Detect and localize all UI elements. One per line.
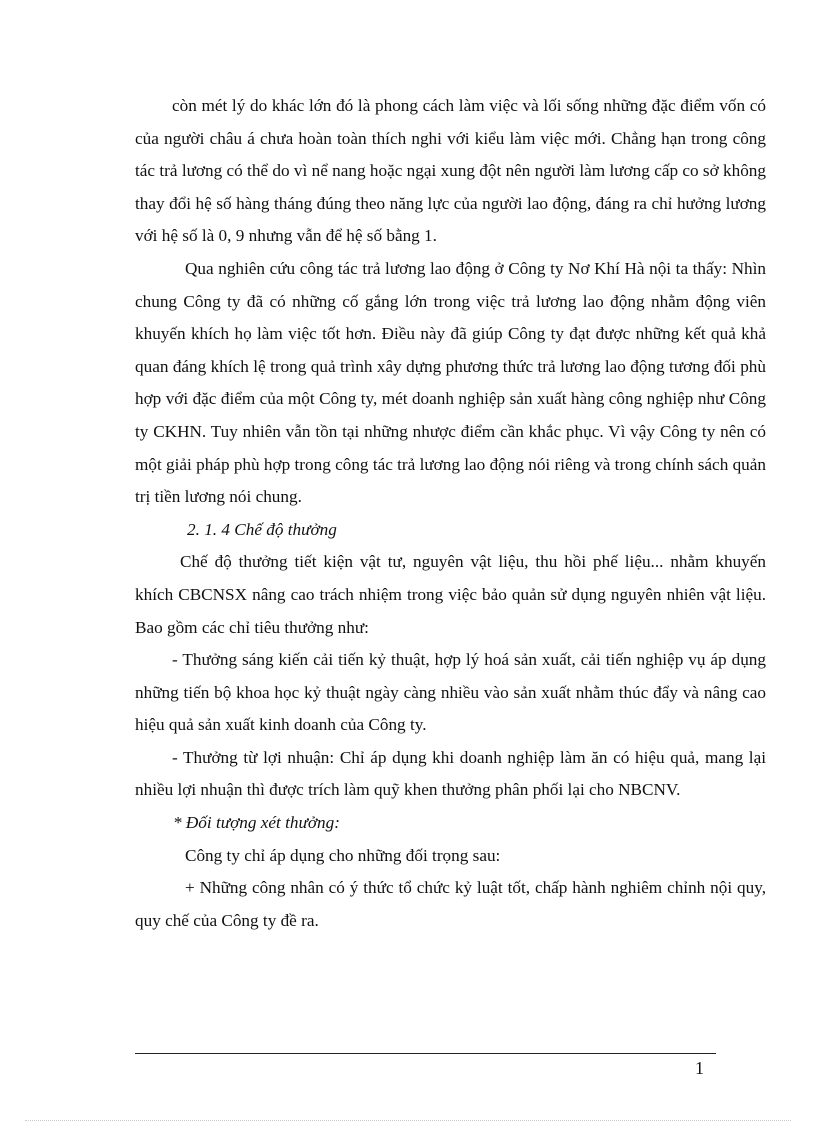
paragraph-disciplined-workers: + Những công nhân có ý thức tổ chức kỷ luật tốt, chấp hành nghiêm chỉnh nội quy, quy chế của Công ty đề ra. xyxy=(135,878,766,930)
page-number: 1 xyxy=(695,1058,704,1078)
paragraph-recipients-intro: Công ty chỉ áp dụng cho những đối trọng sau: xyxy=(185,845,501,865)
section-heading-bonus-regime: 2. 1. 4 Chế độ thưởng xyxy=(187,519,337,539)
paragraph-research-summary: Qua nghiên cứu công tác trả lương lao động ở Công ty Nơ Khí Hà nội ta thấy: Nhìn chung Công ty đã có những cố gắng lớn trong việc trả lương lao động nhằm động viên khuyến khích họ làm việc tốt hơn. Điều này đã giúp Công ty đạt được những kết quả khả quan đáng khích lệ trong quả trình xây dựng phương thức trả lương lao động tương đối phù hợp với đặc điểm của một Công ty, mét doanh nghiệp sản xuất hàng công nghiệp như Công ty CKHN. Tuy nhiên vẫn tồn tại những nhược điểm cần khắc phục. Vì vậy Công ty nên có một giải pháp phù hợp trong công tác trả lương lao động nói riêng và trong chính sách quản trị tiền lương nói chung. xyxy=(135,258,766,507)
paragraph-bonus-intro: Chế độ thưởng tiết kiện vật tư, nguyên vật liệu, thu hồi phế liệu... nhằm khuyến khích CBCNSX nâng cao trách nhiệm trong việc bảo quản sử dụng nguyên nhiên vật liệu. Bao gồm các chỉ tiêu thưởng như: xyxy=(135,552,766,637)
footer-divider xyxy=(135,1053,716,1054)
paragraph-work-style: còn mét lý do khác lớn đó là phong cách làm việc và lối sống những đặc điểm vốn có của người châu á chưa hoàn toàn thích nghi với kiểu làm việc mới. Chẳng hạn trong công tác trả lương có thể do vì nể nang hoặc ngại xung đột nên người làm lương cấp co sở không thay đổi hệ số hàng tháng đúng theo năng lực của người lao động, đáng ra chỉ hưởng lương với hệ số là 0, 9 nhưng vẫn để hệ số bằng 1. xyxy=(135,96,766,246)
document-body xyxy=(135,90,766,937)
subheading-bonus-recipients: * Đối tượng xét thưởng: xyxy=(173,813,340,833)
page-bottom-border xyxy=(25,1120,791,1121)
paragraph-profit-bonus: - Thưởng từ lợi nhuận: Chỉ áp dụng khi doanh nghiệp làm ăn có hiệu quả, mang lại nhiều lợi nhuận thì được trích làm quỹ khen thưởng phân phối lại cho NBCNV. xyxy=(135,747,766,800)
paragraph-innovation-bonus: - Thưởng sáng kiến cải tiến kỷ thuật, hợp lý hoá sản xuất, cải tiến nghiệp vụ áp dụng những tiến bộ khoa học kỷ thuật ngày càng nhiều vào sản xuất nhằm thúc đẩy và nâng cao hiệu quả sản xuất kinh doanh của Công ty. xyxy=(135,650,766,735)
